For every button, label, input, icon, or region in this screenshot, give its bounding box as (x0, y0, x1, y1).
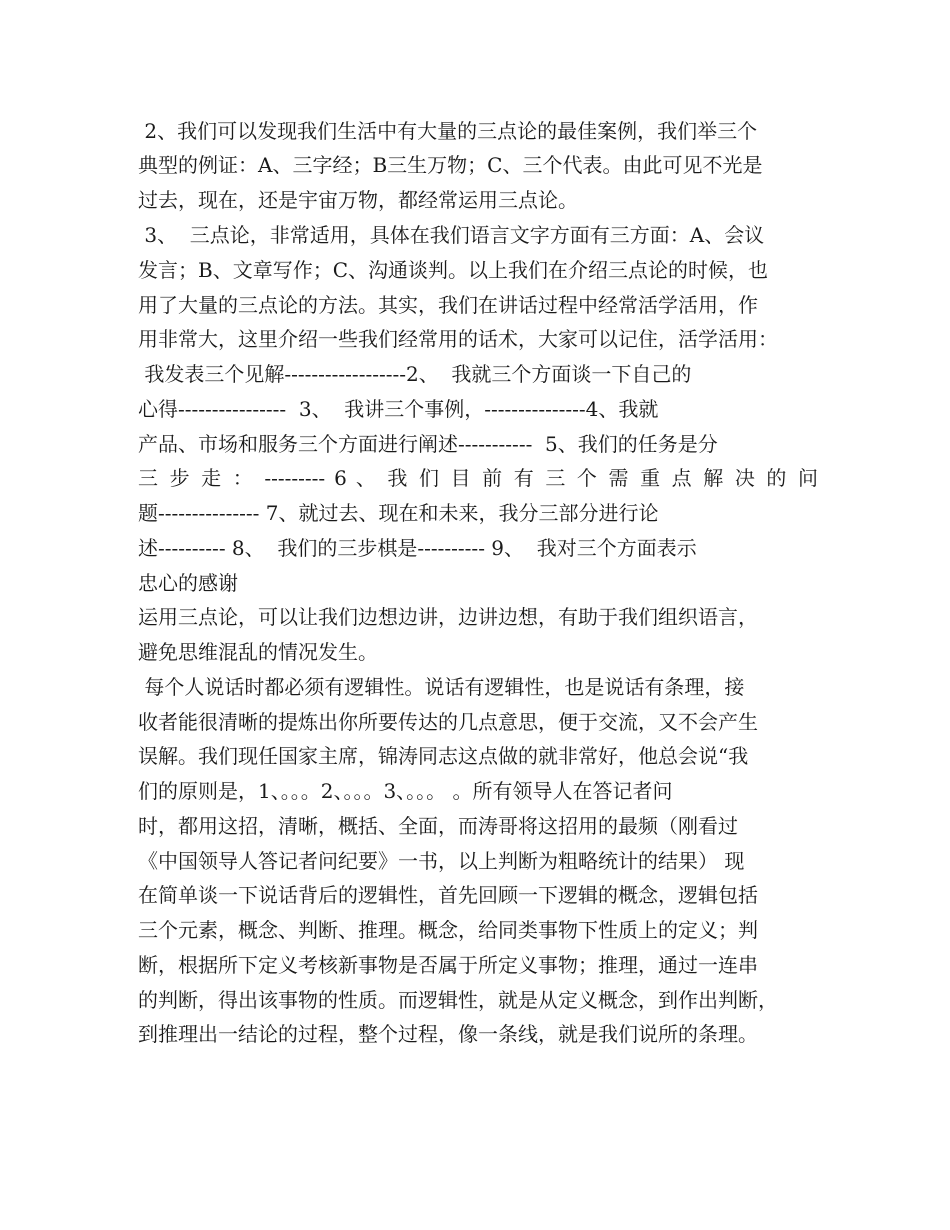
paragraph-line: 产品、市场和服务三个方面进行阐述----------- 5、我们的任务是分 (138, 432, 718, 456)
paragraph-line: 在简单谈一下说话背后的逻辑性，首先回顾一下逻辑的概念，逻辑包括 (138, 883, 758, 907)
paragraph-line: 过去，现在，还是宇宙万物，都经常运用三点论。 (138, 188, 578, 212)
paragraph-line: 3、 三点论，非常适用，具体在我们语言文字方面有三方面：A、会议 (138, 223, 765, 247)
paragraph-line: 每个人说话时都必须有逻辑性。说话有逻辑性，也是说话有条理，接 (138, 675, 745, 699)
paragraph-line: 三 步 走 ： --------- 6 、 我 们 目 前 有 三 个 需 重 点 解 决 的 问 (138, 466, 818, 490)
paragraph-line: 运用三点论，可以让我们边想边讲，边讲边想，有助于我们组织语言， (138, 605, 758, 629)
paragraph-line: 到推理出一结论的过程，整个过程，像一条线，就是我们说所的条理。 (138, 1022, 758, 1046)
paragraph-line: 典型的例证：A、三字经；B三生万物；C、三个代表。由此可见不光是 (138, 153, 763, 177)
paragraph-line: 用非常大，这里介绍一些我们经常用的话术，大家可以记住，活学活用： (138, 327, 778, 351)
paragraph-line: 心得---------------- 3、 我讲三个事例，---------------4、我就 (138, 397, 659, 421)
paragraph-line: 发言；B、文章写作；C、沟通谈判。以上我们在介绍三点论的时候，也 (138, 258, 768, 282)
paragraph-line: 用了大量的三点论的方法。其实，我们在讲话过程中经常活学活用，作 (138, 293, 758, 317)
paragraph-line: 忠心的感谢 (138, 571, 238, 595)
paragraph-line: 《中国领导人答记者问纪要》一书，以上判断为粗略统计的结果） 现 (138, 849, 745, 873)
paragraph-line: 的判断，得出该事物的性质。而逻辑性，就是从定义概念，到作出判断， (138, 988, 778, 1012)
paragraph-line: 述---------- 8、 我们的三步棋是---------- 9、 我对三个方面表示 (138, 536, 697, 560)
paragraph-line: 题--------------- 7、就过去、现在和未来，我分三部分进行论 (138, 501, 659, 525)
paragraph-line: 收者能很清晰的提炼出你所要传达的几点意思，便于交流，又不会产生 (138, 710, 758, 734)
paragraph-line: 时，都用这招，清晰，概括、全面，而涛哥将这招用的最频（刚看过 (138, 814, 738, 838)
paragraph-line: 避免思维混乱的情况发生。 (138, 640, 378, 664)
paragraph-line: 2、我们可以发现我们生活中有大量的三点论的最佳案例，我们举三个 (138, 119, 758, 143)
paragraph-line: 误解。我们现任国家主席，锦涛同志这点做的就非常好，他总会说“我 (138, 744, 749, 768)
paragraph-line: 三个元素，概念、判断、推理。概念，给同类事物下性质上的定义；判 (138, 918, 758, 942)
paragraph-line: 我发表三个见解------------------2、 我就三个方面谈一下自己的 (138, 362, 692, 386)
paragraph-line: 断，根据所下定义考核新事物是否属于所定义事物；推理，通过一连串 (138, 953, 758, 977)
paragraph-line: 们的原则是，1、。。。2、。。。3、。。。 。所有领导人在答记者问 (138, 779, 673, 803)
